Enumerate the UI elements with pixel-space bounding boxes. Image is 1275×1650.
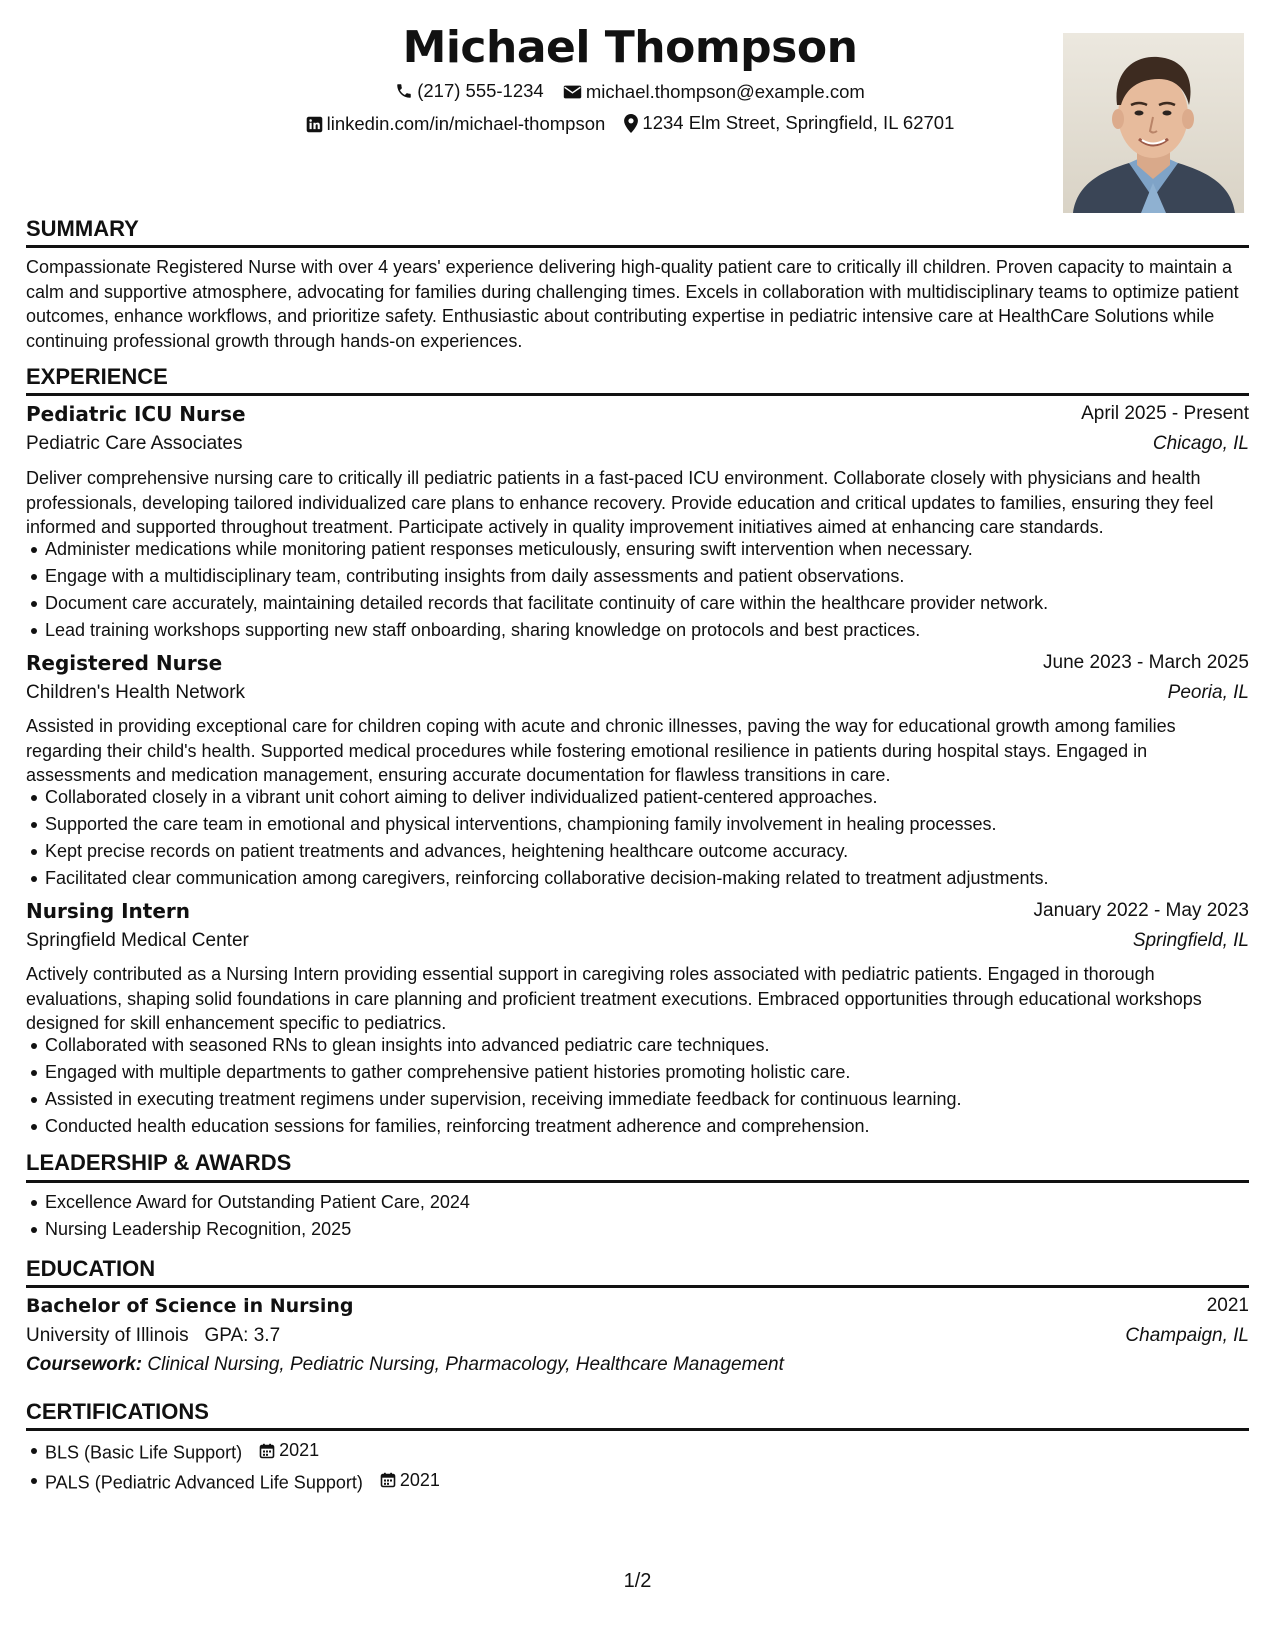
school-name: University of Illinois: [26, 1325, 189, 1346]
bullet-item: Engage with a multidisciplinary team, contributing insights from daily assessments and patient observations.: [26, 563, 1251, 590]
education-divider: [26, 1285, 1249, 1288]
leadership-heading: LEADERSHIP & AWARDS: [26, 1150, 292, 1175]
bullet-item: Collaborated with seasoned RNs to glean insights into advanced pediatric care techniques.: [26, 1032, 1251, 1059]
envelope-icon: [563, 84, 582, 100]
certification-name: PALS (Pediatric Advanced Life Support): [45, 1472, 363, 1492]
job-bullets: [26, 784, 1251, 892]
calendar-icon: [259, 1443, 275, 1459]
phone-text: (217) 555-1234: [417, 80, 544, 101]
candidate-name: Michael Thompson: [402, 22, 858, 73]
job-dates: January 2022 - May 2023: [1033, 900, 1249, 921]
gpa: GPA: 3.7: [204, 1325, 281, 1346]
job-bullets: [26, 536, 1251, 644]
award-item: Nursing Leadership Recognition, 2025: [26, 1216, 1251, 1243]
bullet-item: Supported the care team in emotional and physical interventions, championing family involvement in healing processes.: [26, 811, 1251, 838]
address-text: 1234 Elm Street, Springfield, IL 62701: [642, 112, 955, 133]
summary-text: Compassionate Registered Nurse with over 4 years' experience delivering high-quality patient care to critically ill children. Proven capacity to maintain a calm and supportive atmosphere, advocating for families during challenging times. Excels in collaboration with multidisciplinary teams to optimize patient outcomes, enhance workflows, and prioritize safety. Enthusiastic about contributing expertise in pediatric intensive care at HealthCare Solutions while continuing professional growth through hands-on experiences.: [26, 257, 1239, 351]
certification-name: BLS (Basic Life Support): [45, 1442, 243, 1463]
portrait-illustration: [1063, 33, 1244, 213]
resume-header: [0, 0, 1275, 215]
experience-divider: [26, 393, 1249, 396]
graduation-year: 2021: [1206, 1295, 1249, 1316]
phone-contact[interactable]: [395, 80, 544, 102]
job-description: Assisted in providing exceptional care for children coping with acute and chronic illnesses, paving the way for educational growth among families regarding their child's health. Supported medical procedures while fostering emotional resilience in patients during hospital stays. Engaged in assessments and medication management, ensuring accurate documentation for flawless transitions in care.: [26, 716, 1176, 785]
job-organization: Springfield Medical Center: [26, 930, 249, 951]
bullet-item: Kept precise records on patient treatments and advances, heightening healthcare outcome accuracy.: [26, 838, 1251, 865]
job-location: Peoria, IL: [1167, 682, 1249, 703]
school-location: Champaign, IL: [1125, 1325, 1249, 1346]
certifications-heading: CERTIFICATIONS: [26, 1399, 209, 1424]
job-location: Springfield, IL: [1132, 930, 1249, 951]
certification-item: [26, 1467, 1251, 1497]
phone-icon: [395, 82, 413, 100]
school-info: [26, 1325, 280, 1347]
award-item: Excellence Award for Outstanding Patient Care, 2024: [26, 1189, 1251, 1216]
linkedin-text: linkedin.com/in/michael-thompson: [326, 113, 606, 134]
experience-heading: EXPERIENCE: [26, 364, 168, 389]
bullet-item: Conducted health education sessions for families, reinforcing treatment adherence and comprehension.: [26, 1113, 1251, 1140]
bullet-item: Administer medications while monitoring patient responses meticulously, ensuring swift intervention when necessary.: [26, 536, 1251, 563]
linkedin-icon: [306, 116, 323, 133]
job-dates: April 2025 - Present: [1081, 403, 1249, 424]
job-organization: Children's Health Network: [26, 682, 246, 703]
job-bullets: [26, 1032, 1251, 1140]
bullet-item: Assisted in executing treatment regimens under supervision, receiving immediate feedback for continuous learning.: [26, 1086, 1251, 1113]
certifications-list: [26, 1437, 1251, 1496]
degree-title: Bachelor of Science in Nursing: [26, 1295, 354, 1317]
address-contact: [624, 112, 954, 134]
bullet-item: Lead training workshops supporting new staff onboarding, sharing knowledge on protocols and best practices.: [26, 617, 1251, 644]
page-number: 1/2: [623, 1570, 652, 1592]
email-text: michael.thompson@example.com: [585, 81, 865, 102]
coursework-label: Coursework:: [26, 1354, 143, 1375]
certification-item: [26, 1437, 1251, 1467]
job-dates: June 2023 - March 2025: [1043, 652, 1249, 673]
bullet-item: Engaged with multiple departments to gather comprehensive patient histories promoting holistic care.: [26, 1059, 1251, 1086]
contact-row-secondary: [180, 112, 1080, 138]
job-title: Registered Nurse: [26, 651, 223, 675]
job-title: Nursing Intern: [26, 899, 191, 923]
job-description: Deliver comprehensive nursing care to critically ill pediatric patients in a fast-paced ICU environment. Collaborate closely with physicians and health professionals, developing tailored individualized care plans to enhance recovery. Provide education and critical updates to families, ensuring they feel informed and supported throughout treatment. Participate actively in quality improvement initiatives aimed at enhancing care standards.: [26, 468, 1214, 537]
awards-list: [26, 1189, 1251, 1243]
education-heading: EDUCATION: [26, 1256, 156, 1281]
email-contact[interactable]: [563, 81, 865, 103]
profile-photo: [1063, 33, 1244, 213]
map-pin-icon: [624, 114, 638, 133]
calendar-icon: [380, 1472, 396, 1488]
bullet-item: Document care accurately, maintaining detailed records that facilitate continuity of care within the healthcare provider network.: [26, 590, 1251, 617]
certification-year: 2021: [279, 1440, 320, 1460]
summary-heading: SUMMARY: [26, 216, 139, 241]
leadership-divider: [26, 1180, 1249, 1183]
summary-divider: [26, 245, 1249, 248]
certification-date: [259, 1437, 319, 1464]
certification-year: 2021: [399, 1469, 440, 1490]
coursework: [26, 1354, 784, 1376]
job-organization: Pediatric Care Associates: [26, 433, 243, 454]
certification-date: [380, 1467, 440, 1494]
linkedin-contact[interactable]: [306, 113, 606, 135]
contact-row-primary: [180, 80, 1080, 105]
job-title: Pediatric ICU Nurse: [26, 402, 246, 426]
bullet-item: Collaborated closely in a vibrant unit cohort aiming to deliver individualized patient-centered approaches.: [26, 784, 1251, 811]
job-location: Chicago, IL: [1152, 433, 1249, 454]
job-description: Actively contributed as a Nursing Intern providing essential support in caregiving roles associated with pediatric patients. Engaged in thorough evaluations, shaping solid foundations in care planning and proficient treatment executions. Embraced opportunities through educational workshops designed for skill enhancement specific to pediatrics.: [26, 964, 1202, 1033]
certifications-divider: [26, 1428, 1249, 1431]
bullet-item: Facilitated clear communication among caregivers, reinforcing collaborative decision-making related to treatment adjustments.: [26, 865, 1251, 892]
coursework-list: Clinical Nursing, Pediatric Nursing, Pharmacology, Healthcare Management: [147, 1354, 784, 1375]
